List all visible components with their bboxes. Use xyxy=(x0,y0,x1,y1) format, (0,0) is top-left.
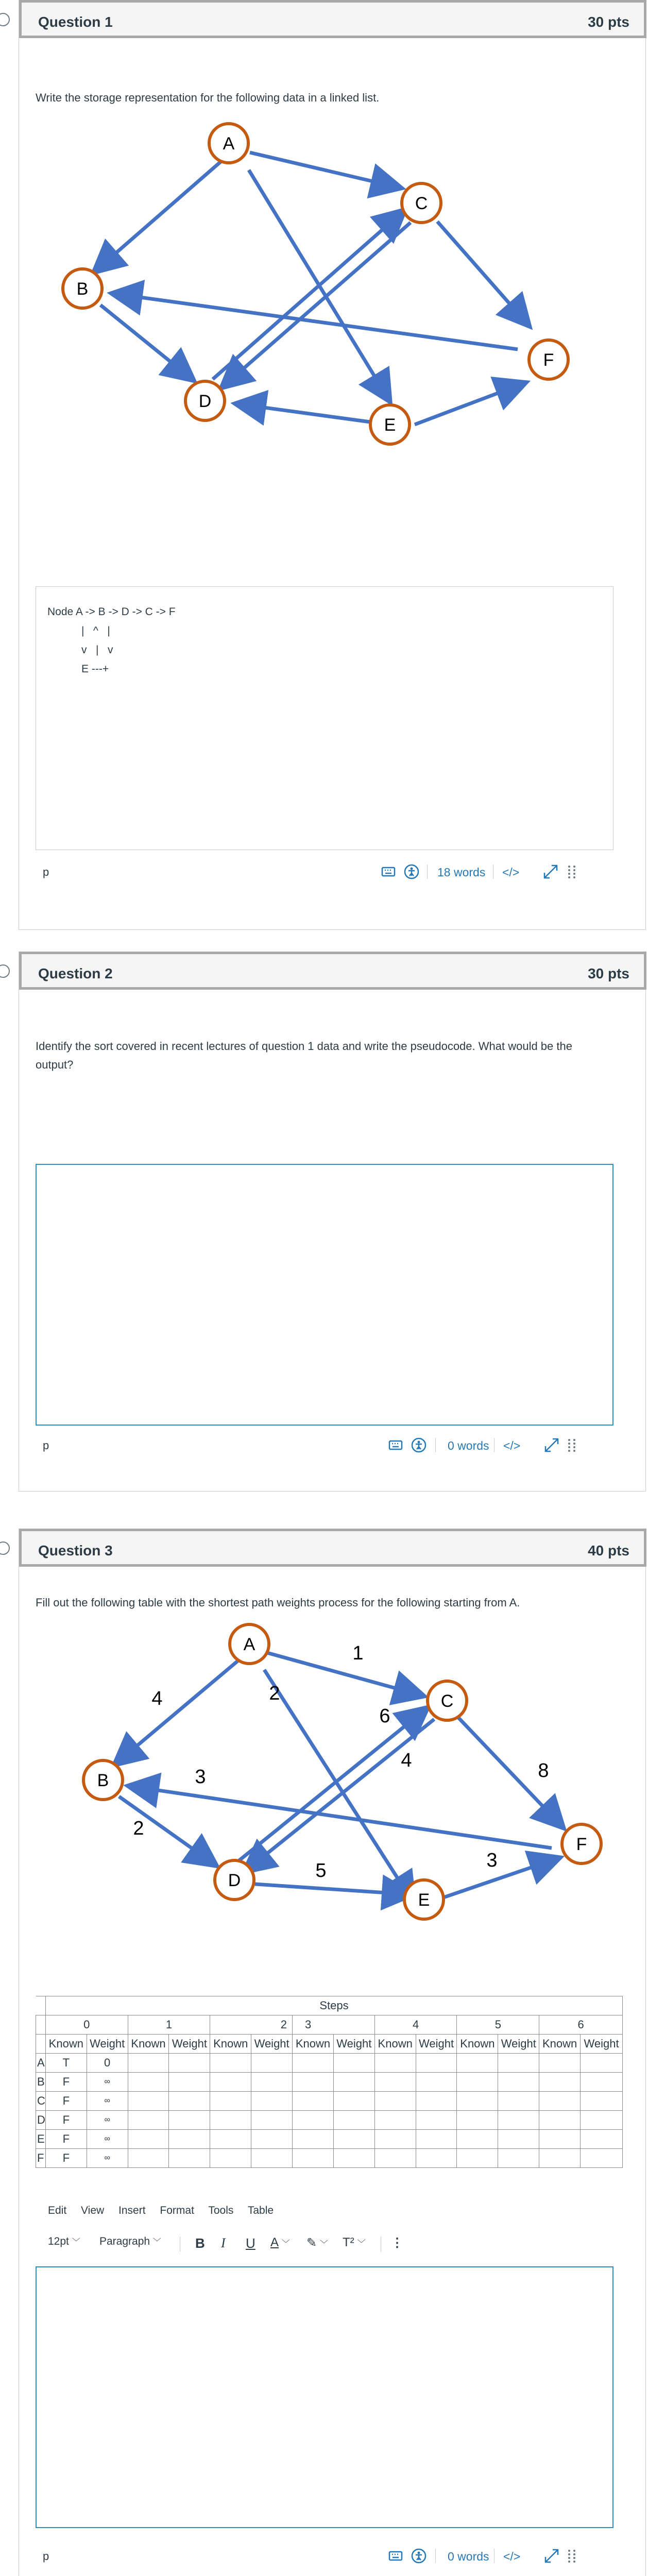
node-a-label: A xyxy=(243,1635,255,1654)
node-c-label: C xyxy=(415,194,428,213)
table-cell-empty[interactable] xyxy=(498,2092,539,2111)
question-points: 30 pts xyxy=(588,14,629,30)
node-b-label: B xyxy=(76,279,89,299)
font-size-select[interactable] xyxy=(48,2235,80,2248)
table-cell-empty[interactable] xyxy=(416,2073,457,2092)
divider xyxy=(435,2549,436,2563)
edge-c-f xyxy=(437,222,528,325)
known-cell: F xyxy=(45,2149,87,2168)
element-path[interactable]: p xyxy=(43,1439,49,1452)
element-path[interactable]: p xyxy=(43,2550,49,2563)
edge-a-b xyxy=(116,1659,240,1764)
table-cell-empty[interactable] xyxy=(374,2073,416,2092)
node-f-label: F xyxy=(576,1835,587,1854)
chevron-down-icon: ﹀ xyxy=(152,2238,161,2247)
more-options-button[interactable]: ⋮ xyxy=(391,2236,403,2250)
table-cell-empty[interactable] xyxy=(293,2073,334,2092)
table-cell-empty[interactable] xyxy=(333,2111,374,2130)
table-cell-empty[interactable] xyxy=(539,2130,581,2149)
chevron-down-icon: ﹀ xyxy=(281,2240,290,2248)
known-header: Known xyxy=(457,2035,498,2054)
table-cell-empty[interactable] xyxy=(416,2130,457,2149)
step-header: 6 xyxy=(539,2015,623,2035)
table-cell-empty[interactable] xyxy=(498,2111,539,2130)
table-cell-empty[interactable] xyxy=(581,2092,623,2111)
weight-d-c: 4 xyxy=(401,1750,412,1771)
known-header: Known xyxy=(128,2035,169,2054)
weight-header: Weight xyxy=(581,2035,623,2054)
word-count-button[interactable]: 18 words xyxy=(437,866,486,879)
keyboard-icon[interactable] xyxy=(381,863,396,882)
table-cell-empty[interactable] xyxy=(374,2149,416,2168)
table-cell xyxy=(36,2035,46,2054)
weight-header: Weight xyxy=(251,2035,293,2054)
table-cell-empty[interactable] xyxy=(333,2130,374,2149)
highlight-pen-icon: ✎ xyxy=(306,2236,317,2250)
edge-e-f xyxy=(440,1858,558,1899)
step-header: 0 xyxy=(45,2015,128,2035)
table-cell-empty[interactable] xyxy=(416,2111,457,2130)
question-3 xyxy=(19,1529,646,2576)
row-node-label: A xyxy=(36,2054,46,2073)
question-1 xyxy=(19,0,646,930)
table-row xyxy=(36,2073,623,2092)
table-cell-empty[interactable] xyxy=(539,2111,581,2130)
table-cell-empty[interactable] xyxy=(169,2149,210,2168)
table-cell-empty[interactable] xyxy=(293,2111,334,2130)
question-points: 40 pts xyxy=(588,1543,629,1558)
table-cell-empty[interactable] xyxy=(251,2149,293,2168)
step-header: 5 xyxy=(457,2015,539,2035)
known-header: Known xyxy=(374,2035,416,2054)
table-cell-empty[interactable] xyxy=(457,2130,498,2149)
word-count-button[interactable]: 0 words xyxy=(448,2550,489,2563)
table-row xyxy=(36,2015,623,2035)
edge-b-d xyxy=(100,305,192,379)
table-cell-empty[interactable] xyxy=(128,2054,169,2073)
block-format-value: Paragraph xyxy=(99,2235,150,2247)
table-cell-empty[interactable] xyxy=(498,2130,539,2149)
table-cell-empty[interactable] xyxy=(457,2111,498,2130)
question-1-header xyxy=(19,0,646,38)
row-node-label: D xyxy=(36,2111,46,2130)
known-header: Known xyxy=(539,2035,581,2054)
answer-line: v | v xyxy=(81,644,113,656)
steps-caption: Steps xyxy=(45,1996,622,2015)
table-row xyxy=(36,2111,623,2130)
element-path[interactable]: p xyxy=(43,866,49,878)
weight-header: Weight xyxy=(87,2035,128,2054)
table-cell-empty[interactable] xyxy=(128,2111,169,2130)
table-cell-empty[interactable] xyxy=(210,2130,251,2149)
known-header: Known xyxy=(45,2035,87,2054)
accessibility-checker-icon[interactable] xyxy=(403,863,420,883)
table-cell-empty[interactable] xyxy=(251,2111,293,2130)
keyboard-icon[interactable] xyxy=(388,2548,403,2566)
table-cell-empty[interactable] xyxy=(210,2054,251,2073)
table-cell-empty[interactable] xyxy=(581,2149,623,2168)
table-cell-empty[interactable] xyxy=(581,2054,623,2073)
table-cell-empty[interactable] xyxy=(210,2111,251,2130)
html-editor-toggle[interactable]: </> xyxy=(503,2550,521,2563)
row-node-label: C xyxy=(36,2092,46,2111)
table-row xyxy=(36,2130,623,2149)
weight-cell: ∞ xyxy=(87,2130,128,2149)
edge-d-c xyxy=(213,211,403,379)
superscript-icon: T² xyxy=(343,2235,354,2249)
table-cell-empty[interactable] xyxy=(457,2054,498,2073)
underline-button[interactable]: U xyxy=(246,2235,255,2251)
resize-handle-icon[interactable] xyxy=(566,863,578,883)
weight-a-c: 1 xyxy=(352,1642,364,1664)
accessibility-checker-icon[interactable] xyxy=(411,1437,427,1456)
weight-d-e: 5 xyxy=(315,1860,327,1882)
fullscreen-icon[interactable] xyxy=(543,1437,560,1456)
node-a-label: A xyxy=(223,134,235,154)
table-cell-empty[interactable] xyxy=(374,2111,416,2130)
table-row xyxy=(36,2035,623,2054)
edge-a-c xyxy=(265,1652,422,1696)
table-cell-empty[interactable] xyxy=(210,2149,251,2168)
weight-cell: ∞ xyxy=(87,2111,128,2130)
table-cell-empty[interactable] xyxy=(539,2073,581,2092)
node-c-label: C xyxy=(440,1691,454,1711)
linked-list-graph xyxy=(19,108,646,469)
question-title: Question 1 xyxy=(38,14,113,30)
table-cell-empty[interactable] xyxy=(416,2149,457,2168)
table-cell xyxy=(36,1996,46,2015)
table-cell-empty[interactable] xyxy=(416,2054,457,2073)
table-cell-empty[interactable] xyxy=(251,2092,293,2111)
node-e-label: E xyxy=(384,415,396,435)
step-header: 2 xyxy=(210,2015,293,2035)
table-row xyxy=(36,2092,623,2111)
editor-menubar xyxy=(48,2205,285,2217)
weight-c-d: 6 xyxy=(379,1705,390,1727)
known-cell: T xyxy=(45,2054,87,2073)
table-cell-empty[interactable] xyxy=(293,2092,334,2111)
table-cell xyxy=(36,2015,46,2035)
table-cell-empty[interactable] xyxy=(293,2149,334,2168)
italic-button[interactable]: I xyxy=(221,2235,226,2250)
text-color-button[interactable] xyxy=(270,2235,290,2250)
resize-handle-icon[interactable] xyxy=(566,1437,578,1456)
table-cell-empty[interactable] xyxy=(169,2054,210,2073)
table-cell-empty[interactable] xyxy=(498,2149,539,2168)
table-cell-empty[interactable] xyxy=(293,2054,334,2073)
weight-cell: 0 xyxy=(87,2054,128,2073)
table-cell-empty[interactable] xyxy=(539,2092,581,2111)
node-e-label: E xyxy=(418,1890,430,1910)
answer-line: E ---+ xyxy=(81,663,109,675)
table-cell-empty[interactable] xyxy=(457,2073,498,2092)
table-row xyxy=(36,2149,623,2168)
divider xyxy=(435,1438,436,1452)
table-cell-empty[interactable] xyxy=(128,2130,169,2149)
table-cell-empty[interactable] xyxy=(333,2092,374,2111)
question-2 xyxy=(19,952,646,1492)
edge-e-f xyxy=(415,383,524,425)
edge-d-c xyxy=(235,1709,426,1863)
weight-a-b: 4 xyxy=(151,1688,163,1709)
resize-handle-icon[interactable] xyxy=(566,2548,578,2567)
table-cell-empty[interactable] xyxy=(498,2054,539,2073)
answer-line: Node A -> B -> D -> C -> F xyxy=(47,606,176,618)
chevron-down-icon: ﹀ xyxy=(319,2240,328,2249)
bold-button[interactable]: B xyxy=(195,2235,205,2251)
question-2-flag-icon[interactable] xyxy=(0,964,10,978)
superscript-button[interactable] xyxy=(343,2235,366,2250)
table-row xyxy=(36,2054,623,2073)
table-cell-empty[interactable] xyxy=(210,2073,251,2092)
node-d-label: D xyxy=(198,392,212,411)
accessibility-checker-icon[interactable] xyxy=(411,2548,427,2567)
keyboard-icon[interactable] xyxy=(388,1437,403,1455)
edge-c-d xyxy=(246,1719,434,1871)
answer-line: | ^ | xyxy=(81,625,110,637)
answer-editor-3[interactable] xyxy=(36,2266,613,2528)
known-cell: F xyxy=(45,2111,87,2130)
table-cell-empty[interactable] xyxy=(581,2111,623,2130)
table-cell-empty[interactable] xyxy=(210,2092,251,2111)
chevron-down-icon: ﹀ xyxy=(357,2240,366,2248)
question-3-header xyxy=(19,1529,646,1567)
menu-view[interactable]: View xyxy=(81,2205,105,2216)
known-header: Known xyxy=(210,2035,251,2054)
edge-a-e xyxy=(264,1670,413,1902)
table-cell-empty[interactable] xyxy=(416,2092,457,2111)
node-b-label: B xyxy=(97,1771,109,1790)
table-cell-empty[interactable] xyxy=(293,2130,334,2149)
table-cell-empty[interactable] xyxy=(169,2073,210,2092)
weight-header: Weight xyxy=(498,2035,539,2054)
table-cell-empty[interactable] xyxy=(498,2073,539,2092)
known-cell: F xyxy=(45,2073,87,2092)
step-header: 3 xyxy=(293,2015,375,2035)
known-cell: F xyxy=(45,2092,87,2111)
table-cell-empty[interactable] xyxy=(128,2092,169,2111)
weight-c-f: 8 xyxy=(538,1760,549,1782)
table-cell-empty[interactable] xyxy=(333,2054,374,2073)
question-prompt: Fill out the following table with the shortest path weights process for the following starting from A. xyxy=(36,1596,520,1609)
question-title: Question 2 xyxy=(38,965,113,981)
html-editor-toggle[interactable]: </> xyxy=(503,1439,521,1452)
row-node-label: E xyxy=(36,2130,46,2149)
question-prompt: Write the storage representation for the following data in a linked list. xyxy=(36,91,380,104)
weight-header: Weight xyxy=(333,2035,374,2054)
text-color-icon: A xyxy=(270,2235,279,2249)
divider xyxy=(427,865,428,879)
question-3-flag-icon[interactable] xyxy=(0,1541,10,1555)
row-node-label: F xyxy=(36,2149,46,2168)
table-cell-empty[interactable] xyxy=(251,2130,293,2149)
weight-cell: ∞ xyxy=(87,2149,128,2168)
table-cell-empty[interactable] xyxy=(169,2111,210,2130)
step-header: 4 xyxy=(374,2015,457,2035)
table-cell-empty[interactable] xyxy=(374,2130,416,2149)
editor-status-bar-2 xyxy=(36,1435,613,1455)
html-editor-toggle[interactable]: </> xyxy=(502,866,520,879)
question-2-header xyxy=(19,952,646,990)
weight-e-f: 3 xyxy=(486,1850,498,1871)
node-f-label: F xyxy=(543,350,554,370)
step-header: 1 xyxy=(128,2015,210,2035)
weight-a-e: 2 xyxy=(269,1683,280,1704)
word-count-button[interactable]: 0 words xyxy=(448,1439,489,1452)
edge-d-e xyxy=(255,1884,411,1894)
highlight-button[interactable] xyxy=(306,2235,328,2250)
table-cell-empty[interactable] xyxy=(581,2130,623,2149)
editor-status-bar-3 xyxy=(36,2546,613,2566)
node-d-label: D xyxy=(228,1871,241,1890)
table-cell-empty[interactable] xyxy=(539,2149,581,2168)
weight-cell: ∞ xyxy=(87,2073,128,2092)
weighted-graph xyxy=(19,1616,646,1941)
edge-f-b xyxy=(114,294,518,349)
answer-editor-2[interactable] xyxy=(36,1164,613,1426)
steps-table xyxy=(36,1996,623,2168)
question-title: Question 3 xyxy=(38,1543,113,1558)
editor-status-bar-1 xyxy=(36,861,613,882)
table-cell-empty[interactable] xyxy=(169,2130,210,2149)
weight-cell: ∞ xyxy=(87,2092,128,2111)
edge-e-d xyxy=(237,404,389,425)
block-format-select[interactable] xyxy=(99,2235,161,2248)
menu-insert[interactable]: Insert xyxy=(118,2205,146,2216)
table-cell-empty[interactable] xyxy=(169,2092,210,2111)
table-cell-empty[interactable] xyxy=(333,2073,374,2092)
editor-toolbar xyxy=(48,2235,615,2256)
table-cell-empty[interactable] xyxy=(374,2054,416,2073)
weight-f-b: 3 xyxy=(195,1766,206,1788)
edge-c-d xyxy=(223,223,411,386)
answer-editor-1[interactable] xyxy=(36,586,613,850)
edge-a-c xyxy=(250,152,399,188)
edge-a-b xyxy=(95,160,223,271)
menu-tools[interactable]: Tools xyxy=(208,2205,234,2216)
question-1-flag-icon[interactable] xyxy=(0,13,10,26)
known-header: Known xyxy=(293,2035,334,2054)
menu-format[interactable]: Format xyxy=(160,2205,194,2216)
table-cell-empty[interactable] xyxy=(581,2073,623,2092)
table-cell-empty[interactable] xyxy=(251,2054,293,2073)
table-cell-empty[interactable] xyxy=(457,2149,498,2168)
table-cell-empty[interactable] xyxy=(539,2054,581,2073)
weight-header: Weight xyxy=(416,2035,457,2054)
table-cell-empty[interactable] xyxy=(333,2149,374,2168)
table-row xyxy=(36,1996,623,2015)
table-cell-empty[interactable] xyxy=(374,2092,416,2111)
font-size-value: 12pt xyxy=(48,2235,69,2247)
row-node-label: B xyxy=(36,2073,46,2092)
weight-header: Weight xyxy=(169,2035,210,2054)
weight-b-d: 2 xyxy=(133,1818,144,1839)
menu-edit[interactable]: Edit xyxy=(48,2205,67,2216)
menu-table[interactable]: Table xyxy=(247,2205,274,2216)
fullscreen-icon[interactable] xyxy=(543,2548,560,2567)
table-cell-empty[interactable] xyxy=(128,2073,169,2092)
fullscreen-icon[interactable] xyxy=(542,863,559,883)
question-points: 30 pts xyxy=(588,965,629,981)
known-cell: F xyxy=(45,2130,87,2149)
table-cell-empty[interactable] xyxy=(457,2092,498,2111)
chevron-down-icon: ﹀ xyxy=(72,2238,80,2247)
question-prompt: Identify the sort covered in recent lectures of question 1 data and write the pseudocode. What would be the output? xyxy=(36,1040,572,1071)
table-cell-empty[interactable] xyxy=(128,2149,169,2168)
table-cell-empty[interactable] xyxy=(251,2073,293,2092)
